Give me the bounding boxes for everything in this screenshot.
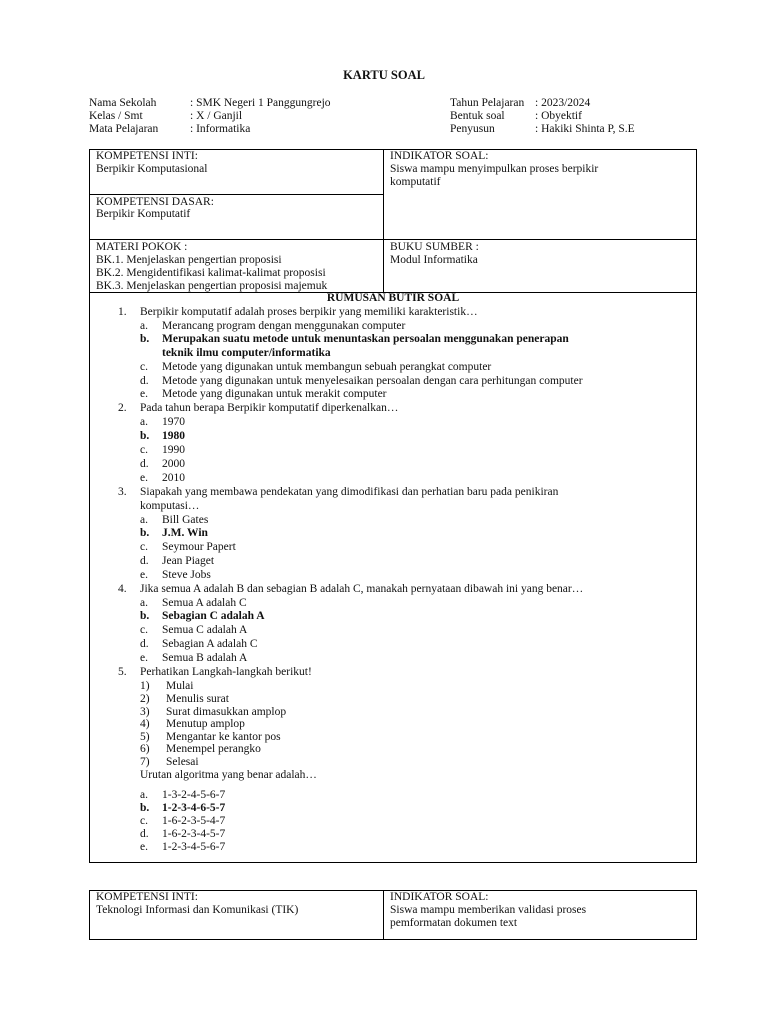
option-letter: e. xyxy=(140,388,148,400)
meta-label: Nama Sekolah xyxy=(89,97,157,109)
kd-value: Berpikir Komputatif xyxy=(96,208,191,220)
ki-label: KOMPETENSI INTI: xyxy=(96,150,198,162)
option-letter: b. xyxy=(140,527,150,539)
indikator-line: Siswa mampu memberikan validasi proses xyxy=(390,904,587,916)
option-text: 2010 xyxy=(162,472,185,484)
ki-value: Teknologi Informasi dan Komunikasi (TIK) xyxy=(96,904,299,916)
meta-label: Tahun Pelajaran xyxy=(450,97,525,109)
indikator-label: INDIKATOR SOAL: xyxy=(390,150,489,162)
option-text: Jean Piaget xyxy=(162,555,215,567)
step-text: Menempel perangko xyxy=(166,743,261,755)
page-title: KARTU SOAL xyxy=(343,68,425,82)
meta-label: Penyusun xyxy=(450,123,495,135)
option-text: 1-6-2-3-5-4-7 xyxy=(162,815,226,827)
step-number: 1) xyxy=(140,680,150,692)
question-number: 1. xyxy=(118,306,127,318)
question-text: komputasi… xyxy=(140,500,200,512)
meta-value: : X / Ganjil xyxy=(190,110,243,122)
kd-label: KOMPETENSI DASAR: xyxy=(96,196,214,208)
option-letter: b. xyxy=(140,802,150,814)
option-letter: b. xyxy=(140,610,150,622)
option-text: Sebagian A adalah C xyxy=(162,638,258,650)
step-text: Menutup amplop xyxy=(166,718,245,730)
step-number: 7) xyxy=(140,756,150,768)
materi-item: BK.3. Menjelaskan pengertian proposisi majemuk xyxy=(96,280,328,292)
option-text: Steve Jobs xyxy=(162,569,211,581)
materi-label: MATERI POKOK : xyxy=(96,241,188,253)
question-number: 5. xyxy=(118,666,127,678)
meta-value: : Hakiki Shinta P, S.E xyxy=(535,123,635,135)
question-text: Pada tahun berapa Berpikir komputatif diperkenalkan… xyxy=(140,402,399,414)
option-text: 1-2-3-4-6-5-7 xyxy=(162,802,226,814)
option-letter: b. xyxy=(140,333,150,345)
option-letter: e. xyxy=(140,472,148,484)
question-prompt: Urutan algoritma yang benar adalah… xyxy=(140,769,317,781)
option-text: 1-3-2-4-5-6-7 xyxy=(162,789,226,801)
option-letter: a. xyxy=(140,416,148,428)
option-letter: c. xyxy=(140,444,148,456)
question-number: 3. xyxy=(118,486,127,498)
option-letter: d. xyxy=(140,375,149,387)
option-letter: e. xyxy=(140,841,148,853)
option-letter: c. xyxy=(140,541,148,553)
option-text: Bill Gates xyxy=(162,514,209,526)
option-letter: a. xyxy=(140,597,148,609)
option-letter: e. xyxy=(140,652,148,664)
step-text: Menulis surat xyxy=(166,693,229,705)
meta-value: : Informatika xyxy=(190,123,251,135)
meta-label: Kelas / Smt xyxy=(89,110,143,122)
option-text: 1-2-3-4-5-6-7 xyxy=(162,841,226,853)
materi-item: BK.1. Menjelaskan pengertian proposisi xyxy=(96,254,282,266)
option-text: J.M. Win xyxy=(162,527,208,539)
buku-value: Modul Informatika xyxy=(390,254,478,266)
option-text: Merupakan suatu metode untuk menuntaskan persoalan menggunakan penerapan xyxy=(162,333,569,345)
step-text: Mengantar ke kantor pos xyxy=(166,731,281,743)
indikator-line: pemformatan dokumen text xyxy=(390,917,518,929)
option-text: teknik ilmu computer/informatika xyxy=(162,347,331,359)
step-number: 4) xyxy=(140,718,150,730)
option-letter: d. xyxy=(140,828,149,840)
question-text: Siapakah yang membawa pendekatan yang dimodifikasi dan perhatian baru pada penikiran xyxy=(140,486,559,498)
option-letter: c. xyxy=(140,815,148,827)
meta-value: : SMK Negeri 1 Panggungrejo xyxy=(190,97,331,109)
option-letter: a. xyxy=(140,789,148,801)
question-number: 2. xyxy=(118,402,127,414)
step-number: 6) xyxy=(140,743,150,755)
step-number: 5) xyxy=(140,731,150,743)
option-text: Metode yang digunakan untuk membangun sebuah perangkat computer xyxy=(162,361,492,373)
option-text: Semua A adalah C xyxy=(162,597,247,609)
option-text: Metode yang digunakan untuk merakit computer xyxy=(162,388,387,400)
option-text: Semua C adalah A xyxy=(162,624,248,636)
ki-value: Berpikir Komputasional xyxy=(96,163,208,175)
option-text: Seymour Papert xyxy=(162,541,236,553)
option-text: Sebagian C adalah A xyxy=(162,610,265,622)
step-text: Selesai xyxy=(166,756,199,768)
option-text: 2000 xyxy=(162,458,185,470)
meta-label: Mata Pelajaran xyxy=(89,123,159,135)
meta-value: : 2023/2024 xyxy=(535,97,591,109)
rumusan-heading: RUMUSAN BUTIR SOAL xyxy=(326,292,460,304)
step-number: 2) xyxy=(140,693,150,705)
card-divider-vertical xyxy=(383,890,384,940)
option-text: Merancang program dengan menggunakan computer xyxy=(162,320,406,332)
meta-value: : Obyektif xyxy=(535,110,582,122)
option-letter: c. xyxy=(140,624,148,636)
indikator-label: INDIKATOR SOAL: xyxy=(390,891,489,903)
option-letter: d. xyxy=(140,638,149,650)
meta-label: Bentuk soal xyxy=(450,110,505,122)
buku-label: BUKU SUMBER : xyxy=(390,241,479,253)
option-letter: a. xyxy=(140,514,148,526)
materi-item: BK.2. Mengidentifikasi kalimat-kalimat proposisi xyxy=(96,267,326,279)
step-number: 3) xyxy=(140,706,150,718)
step-text: Mulai xyxy=(166,680,194,692)
option-text: 1980 xyxy=(162,430,185,442)
option-letter: d. xyxy=(140,458,149,470)
option-text: Semua B adalah A xyxy=(162,652,248,664)
card-divider xyxy=(89,239,697,240)
question-number: 4. xyxy=(118,583,127,595)
option-letter: d. xyxy=(140,555,149,567)
option-letter: c. xyxy=(140,361,148,373)
option-letter: e. xyxy=(140,569,148,581)
ki-label: KOMPETENSI INTI: xyxy=(96,891,198,903)
step-text: Surat dimasukkan amplop xyxy=(166,706,287,718)
option-text: 1-6-2-3-4-5-7 xyxy=(162,828,226,840)
question-text: Berpikir komputatif adalah proses berpikir yang memiliki karakteristik… xyxy=(140,306,478,318)
card-divider-vertical xyxy=(383,149,384,292)
card-divider xyxy=(89,194,383,195)
option-text: Metode yang digunakan untuk menyelesaikan persoalan dengan cara perhitungan computer xyxy=(162,375,583,387)
option-letter: b. xyxy=(140,430,150,442)
option-letter: a. xyxy=(140,320,148,332)
option-text: 1990 xyxy=(162,444,185,456)
option-text: 1970 xyxy=(162,416,185,428)
indikator-line: Siswa mampu menyimpulkan proses berpikir xyxy=(390,163,599,175)
question-text: Jika semua A adalah B dan sebagian B adalah C, manakah pernyataan dibawah ini yang benar… xyxy=(140,583,584,595)
indikator-line: komputatif xyxy=(390,176,441,188)
question-text: Perhatikan Langkah-langkah berikut! xyxy=(140,666,312,678)
